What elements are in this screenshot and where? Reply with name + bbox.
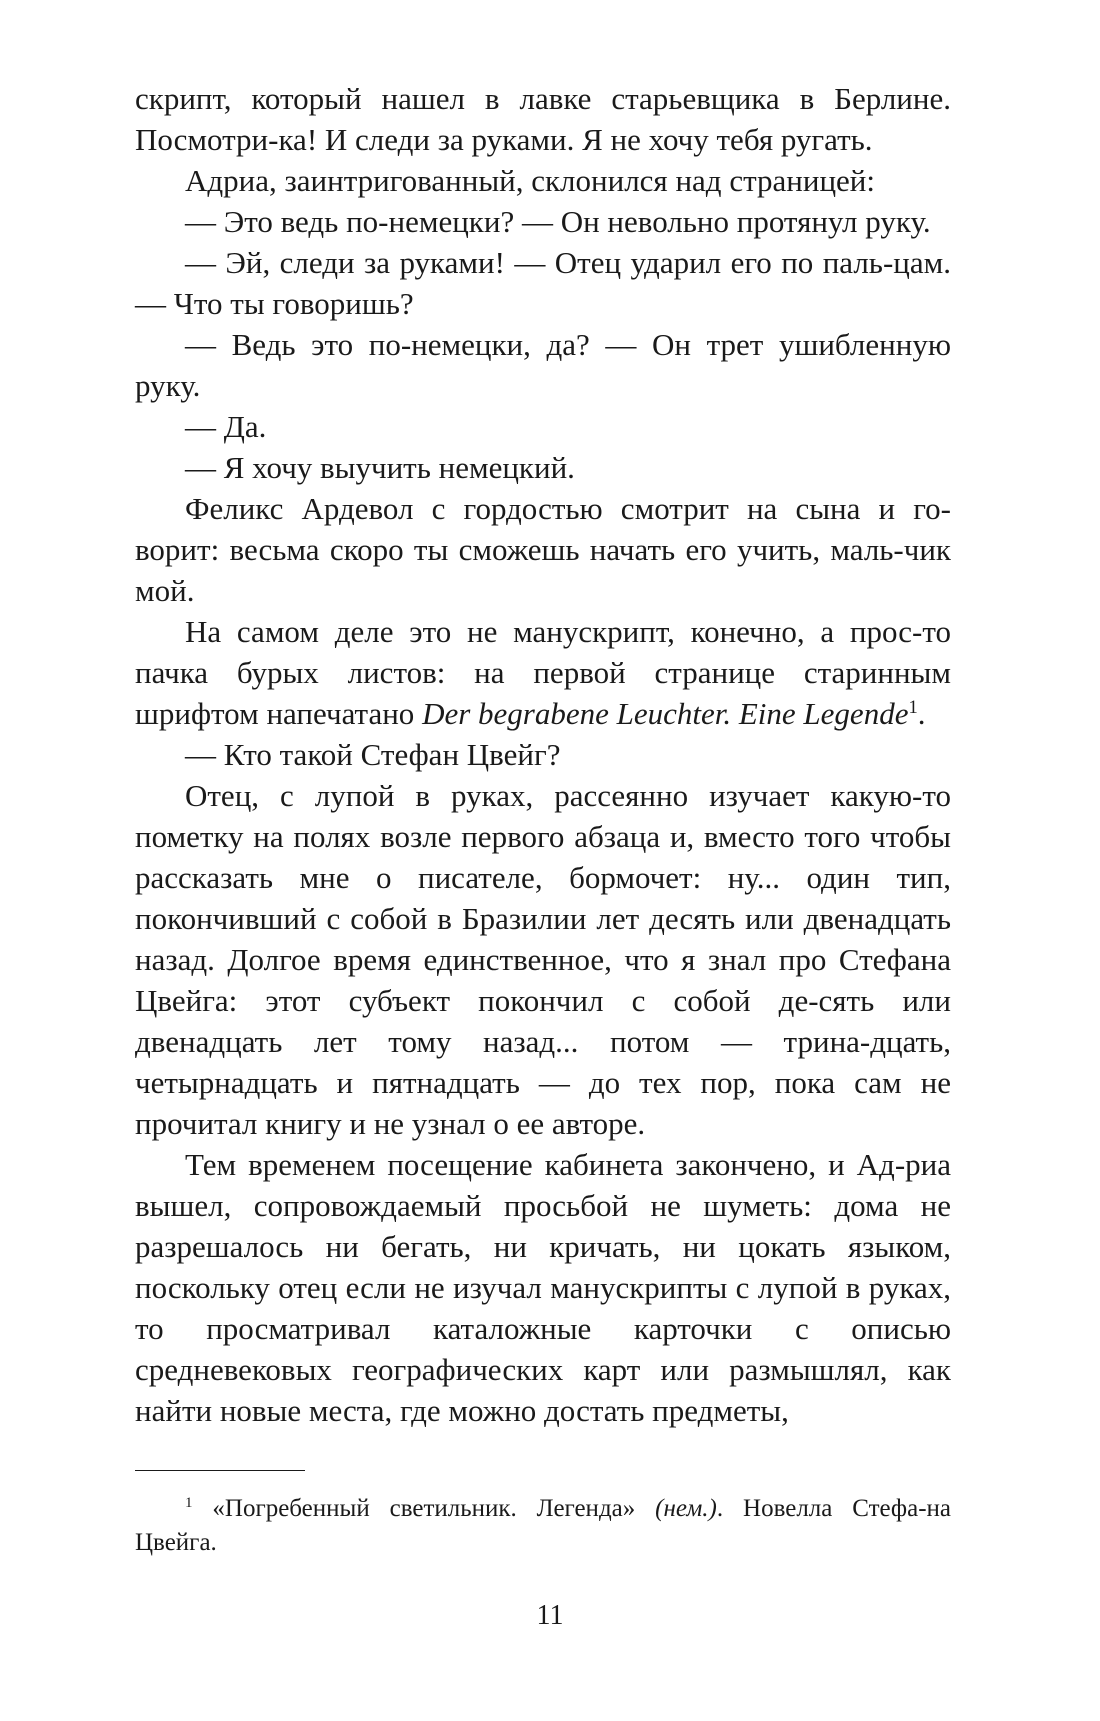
footnote-1 <box>135 1492 951 1560</box>
paragraph-8: Феликс Ардевол с гордостью смотрит на сына и го-ворит: весьма скоро ты сможешь начать его учить, маль-чик мой. <box>135 491 951 608</box>
footnote-ref[interactable]: 1 <box>908 696 918 718</box>
paragraph-1: скрипт, который нашел в лавке старьевщика в Берлине. Посмотри-ка! И следи за руками. Я не хочу тебя ругать. <box>135 81 951 157</box>
paragraph-11: Отец, с лупой в руках, рассеянно изучает какую-то пометку на полях возле первого абзаца и, вместо того чтобы рассказать мне о писателе, бормочет: ну... один тип, покончивший с собой в Бразилии лет десять или двенадцать назад. Долгое время единственное, что я знал про Стефана Цвейга: этот субъект покончил с собой де-сять или двенадцать лет тому назад... потом — трина-дцать, четырнадцать и пятнадцать — до тех пор, пока сам не прочитал книгу и не узнал о ее авторе. <box>135 778 951 1141</box>
footnotes <box>135 1492 951 1560</box>
footnote-tail: . Новелла Стефа-на Цвейга. <box>135 1495 952 1556</box>
footnote-marker: 1 <box>185 1495 193 1511</box>
main-text <box>135 78 951 1431</box>
paragraph-9 <box>135 611 951 734</box>
paragraph-5: — Ведь это по-немецки, да? — Он трет ушибленную руку. <box>135 327 951 403</box>
paragraph-3: — Это ведь по-немецки? — Он невольно протянул руку. <box>185 204 931 239</box>
footnote-italic: (нем.) <box>655 1495 717 1522</box>
book-title-italic: Der begrabene Leuchter. Eine Legende <box>422 696 909 731</box>
footnote-text: «Погребенный светильник. Легенда» <box>212 1495 636 1522</box>
page-body <box>135 78 951 1431</box>
paragraph-12: Тем временем посещение кабинета закончено, и Ад-риа вышел, сопровождаемый просьбой не шуметь: дома не разрешалось ни бегать, ни кричать, ни цокать языком, поскольку отец если не изучал манускрипты с лупой в руках, то просматривал каталожные карточки с описью средневековых географических карт или размышлял, как найти новые места, где можно достать предметы, <box>135 1147 951 1428</box>
paragraph-2: Адриа, заинтригованный, склонился над страницей: <box>185 163 875 198</box>
paragraph-7: — Я хочу выучить немецкий. <box>185 450 575 485</box>
paragraph-9-tail: . <box>917 696 926 731</box>
page-number: 11 <box>536 1600 564 1631</box>
paragraph-6: — Да. <box>185 409 267 444</box>
paragraph-4: — Эй, следи за руками! — Отец ударил его по паль-цам. — Что ты говоришь? <box>135 245 951 321</box>
footnote-divider <box>135 1470 305 1471</box>
paragraph-10: — Кто такой Стефан Цвейг? <box>185 737 561 772</box>
paragraph-9-text: На самом деле это не манускрипт, конечно, а прос-то пачка бурых листов: на первой странице старинным шрифтом напечатано <box>135 614 951 731</box>
